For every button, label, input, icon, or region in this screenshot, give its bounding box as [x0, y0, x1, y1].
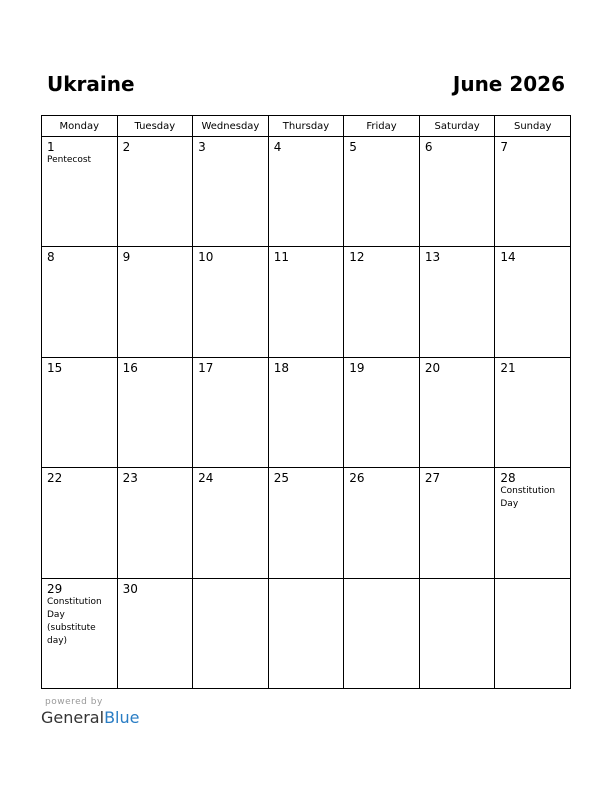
day-number: 4 [273, 140, 282, 154]
day-cell [117, 578, 193, 688]
day-cell [419, 578, 495, 688]
day-number: 19 [349, 360, 365, 375]
week-row [42, 247, 571, 357]
day-number: 14 [500, 250, 516, 265]
day-cell [193, 247, 269, 357]
day-number: 21 [500, 360, 516, 375]
day-cell [117, 357, 193, 467]
day-cell [419, 357, 495, 467]
holiday-label: Pentecost [47, 155, 92, 165]
day-number: 17 [198, 360, 214, 375]
holiday-label: Constitution Day [500, 486, 556, 510]
day-cell [344, 137, 420, 247]
day-cell [42, 357, 118, 467]
day-number: 28 [500, 471, 516, 486]
day-cell [419, 247, 495, 357]
day-cell [268, 578, 344, 688]
page-title-month: June 2026 [452, 72, 565, 96]
day-number: 11 [273, 250, 289, 265]
day-cell [344, 247, 420, 357]
day-number: 22 [47, 471, 63, 486]
day-cell [268, 468, 344, 578]
day-number: 12 [349, 250, 365, 265]
day-cell [193, 357, 269, 467]
day-number: 13 [424, 250, 441, 265]
day-number: 1 [47, 140, 55, 154]
day-cell [193, 468, 269, 578]
day-number: 18 [273, 360, 289, 375]
day-cell [117, 468, 193, 578]
day-number: 9 [122, 250, 131, 265]
day-cell [42, 578, 118, 688]
holiday-label: Constitution Day (substitute day) [47, 596, 102, 646]
brand-text-blue: Blue [104, 708, 140, 727]
day-cell [495, 247, 571, 357]
day-number: 27 [424, 471, 441, 486]
page-title-country: Ukraine [47, 72, 135, 96]
day-number: 2 [122, 140, 131, 154]
day-cell [268, 247, 344, 357]
generalblue-logo[interactable] [41, 708, 139, 728]
day-cell [344, 357, 420, 467]
day-cell [268, 357, 344, 467]
day-number: 24 [198, 471, 214, 486]
day-cell [344, 468, 420, 578]
day-cell [268, 137, 344, 247]
day-number: 20 [424, 360, 441, 375]
day-number: 7 [500, 140, 509, 154]
day-cell [495, 468, 571, 578]
day-number: 16 [122, 360, 138, 375]
day-cell [419, 137, 495, 247]
weekday-header-row [42, 116, 571, 137]
day-cell [42, 468, 118, 578]
day-number: 10 [198, 250, 214, 265]
weekday-header: Saturday [419, 116, 495, 137]
day-cell [117, 247, 193, 357]
day-cell [495, 578, 571, 688]
day-cell [117, 137, 193, 247]
weekday-header: Friday [344, 116, 420, 137]
day-number: 30 [122, 581, 138, 596]
weekday-header: Wednesday [193, 116, 269, 137]
day-number: 8 [47, 250, 55, 265]
week-row [42, 137, 571, 247]
day-number: 25 [273, 471, 289, 486]
day-number: 29 [47, 581, 63, 596]
day-number: 6 [424, 140, 433, 154]
day-number: 3 [198, 140, 206, 154]
weekday-header: Thursday [268, 116, 344, 137]
weekday-header: Sunday [495, 116, 571, 137]
day-cell [419, 468, 495, 578]
day-number: 15 [47, 360, 63, 375]
week-row [42, 468, 571, 578]
calendar-grid [41, 115, 571, 689]
weekday-header: Monday [42, 116, 118, 137]
brand-text-general: General [41, 708, 105, 727]
day-cell [344, 578, 420, 688]
day-number: 23 [122, 471, 138, 486]
week-row [42, 578, 571, 688]
day-number: 5 [349, 140, 357, 154]
week-row [42, 357, 571, 467]
weekday-header: Tuesday [117, 116, 193, 137]
day-cell [193, 578, 269, 688]
day-cell [495, 137, 571, 247]
day-cell [495, 357, 571, 467]
powered-by-label: powered by [45, 697, 103, 707]
day-cell [42, 247, 118, 357]
day-number: 26 [349, 471, 365, 486]
day-cell [42, 137, 118, 247]
day-cell [193, 137, 269, 247]
